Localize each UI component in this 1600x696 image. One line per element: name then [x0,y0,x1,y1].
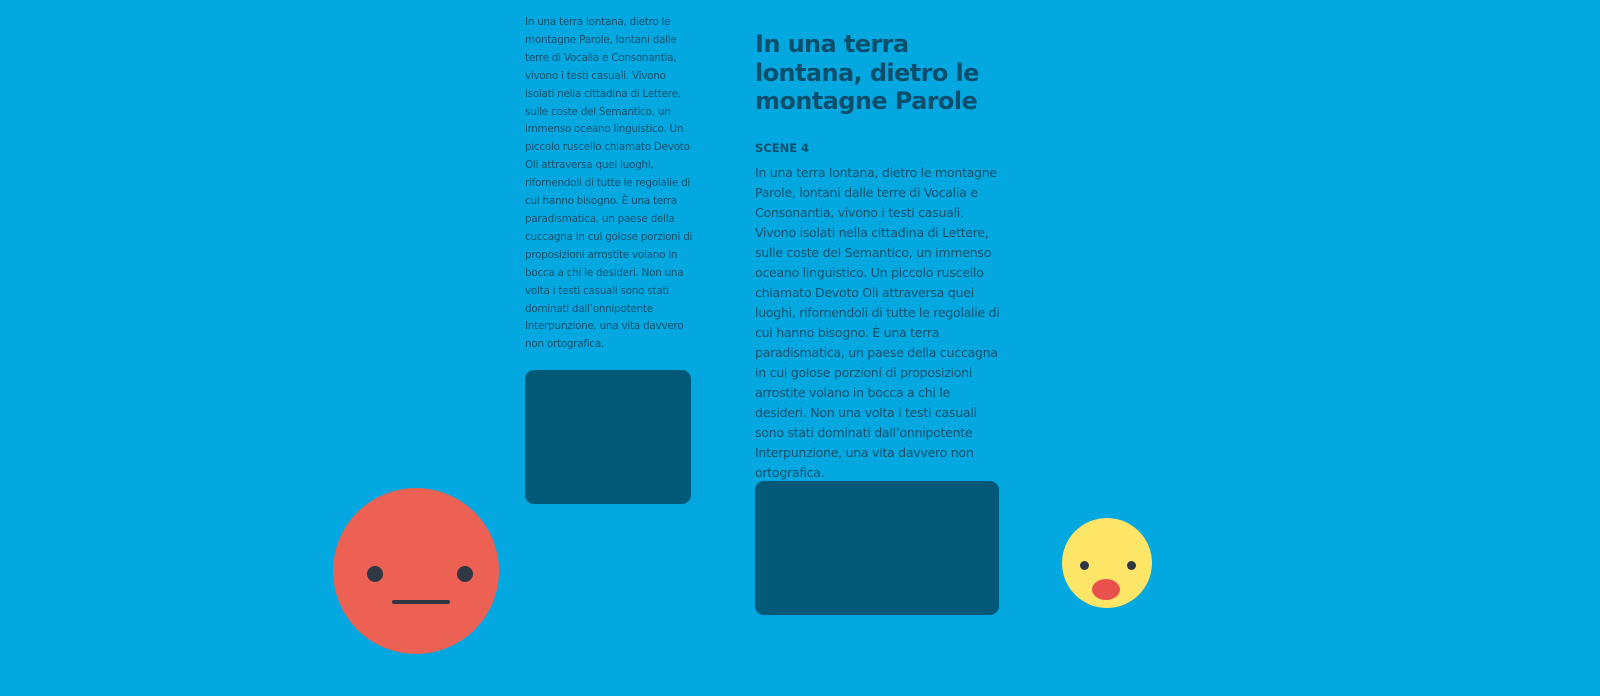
right-image-placeholder [755,481,999,615]
left-eye [1080,561,1089,570]
flat-mouth [392,600,450,604]
left-column [525,14,697,354]
scene-label: SCENE 4 [755,140,810,155]
left-paragraph: In una terra lontana, dietro le montagne Parole, lontani dalle terre di Vocalia e Consonantia, vivono i testi casuali. Vivono isolati nella cittadina di Lettere, sulle coste del Semantico, un immenso oceano linguistico. Un piccolo ruscello chiamato Devoto Oli attraversa quei luoghi, rifornendoli di tutte le regolalie di cui hanno bisogno. È una terra paradismatica, un paese della cuccagna in cui golose porzioni di proposizioni arrostite volano in bocca a chi le desideri. Non una volta i testi casuali sono stati dominati dall’onnipotente Interpunzione, una vita davvero non ortografica. [525,16,693,351]
right-column [755,30,1005,483]
scene-paragraph: In una terra lontana, dietro le montagne Parole, lontani dalle terre di Vocalia e Consonantia, vivono i testi casuali. Vivono isolati nella cittadina di Lettere, sulle coste del Semantico, un immenso oceano linguistico. Un piccolo ruscello chiamato Devoto Oli attraversa quei luoghi, rifornendoli di tutte le regolalie di cui hanno bisogno. È una terra paradismatica, un paese della cuccagna in cui golose porzioni di proposizioni arrostite volano in bocca a chi le desideri. Non una volta i testi casuali sono stati dominati dall’onnipotente Interpunzione, una vita davvero non ortografica. [755,164,1000,480]
open-mouth [1092,579,1120,600]
right-eye [1127,561,1136,570]
left-image-placeholder [525,370,691,504]
surprised-face-icon [1062,518,1152,608]
scene-title: In una terra lontana, dietro le montagne Parole [755,30,979,115]
neutral-face-icon [333,488,499,654]
left-eye [367,566,383,582]
right-eye [457,566,473,582]
